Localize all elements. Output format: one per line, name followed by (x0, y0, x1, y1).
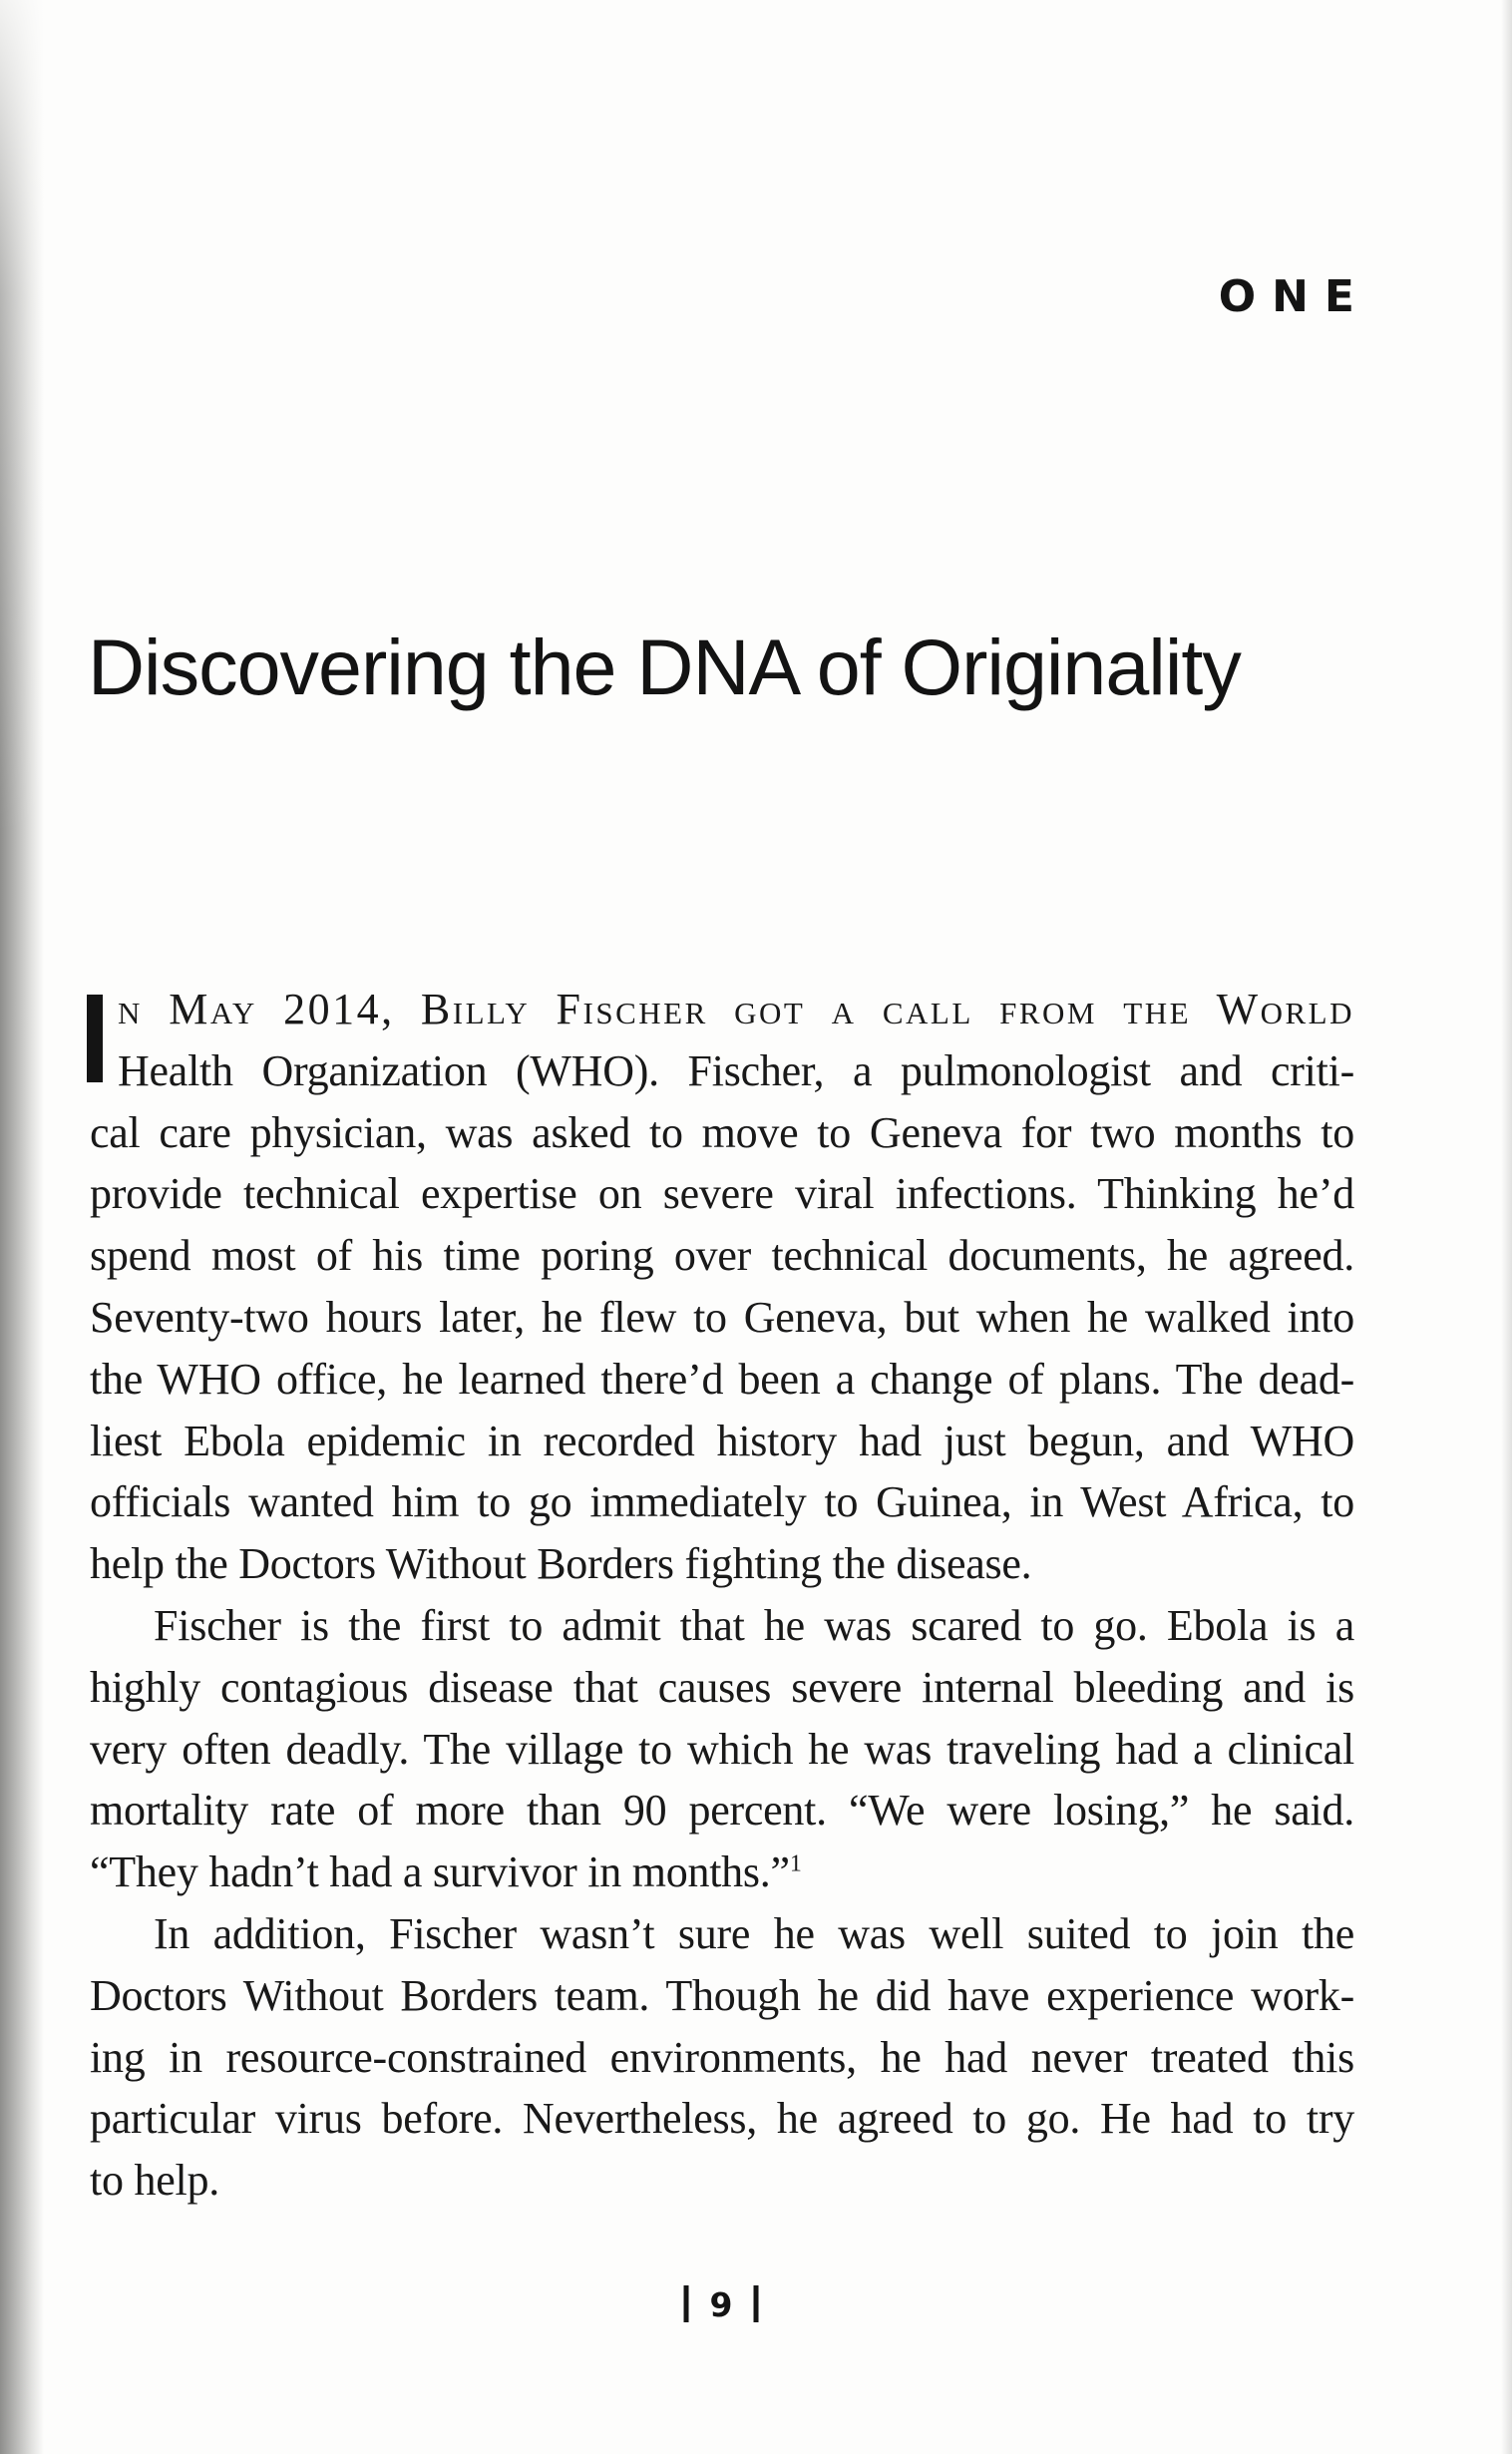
body-line: n May 2014, Billy Fischer got a call from the World (118, 985, 1354, 1033)
body-line: provide technical expertise on severe viral infections. Thinking he’d (90, 1169, 1354, 1219)
body-line: particular virus before. Nevertheless, he agreed to go. He had to try (90, 2094, 1354, 2144)
dropcap-letter-i (87, 995, 103, 1082)
body-line: spend most of his time poring over technical documents, he agreed. (90, 1231, 1354, 1281)
body-line: help the Doctors Without Borders fighting the disease. (90, 1539, 1032, 1589)
body-line: very often deadly. The village to which he was traveling had a clinical (90, 1724, 1354, 1774)
body-line: mortality rate of more than 90 percent. “We were losing,” he said. (90, 1786, 1354, 1836)
body-line-text: “They hadn’t had a survivor in months.” (90, 1847, 790, 1897)
body-line: In addition, Fischer wasn’t sure he was well suited to join the (154, 1908, 1354, 1958)
footnote-marker: 1 (789, 1850, 802, 1877)
body-line: officials wanted him to go immediately to Guinea, in West Africa, to (90, 1477, 1354, 1527)
body-text (90, 979, 1354, 2212)
chapter-number: ONE (1218, 271, 1370, 322)
body-line (90, 1841, 1354, 1903)
body-line: highly contagious disease that causes severe internal bleeding and is (90, 1662, 1354, 1712)
page-left-edge-shadow (0, 0, 44, 2454)
folio-bar-left (684, 2285, 689, 2322)
body-line: cal care physician, was asked to move to Geneva for two months to (90, 1107, 1354, 1157)
folio-number: 9 (709, 2285, 733, 2324)
chapter-title: Discovering the DNA of Originality (88, 622, 1241, 711)
body-line: Health Organization (WHO). Fischer, a pulmonologist and criti- (118, 1045, 1354, 1095)
body-line: liest Ebola epidemic in recorded history had just begun, and WHO (90, 1416, 1354, 1465)
body-line: the WHO office, he learned there’d been a change of plans. The dead- (90, 1354, 1354, 1404)
page-right-edge-shadow (1501, 0, 1512, 2454)
body-line: Fischer is the first to admit that he was scared to go. Ebola is a (154, 1600, 1354, 1650)
body-line: ing in resource-constrained environments, he had never treated this (90, 2032, 1354, 2082)
body-line: to help. (90, 2156, 219, 2206)
body-line: Doctors Without Borders team. Though he did have experience work- (90, 1970, 1354, 2020)
folio-bar-right (753, 2285, 758, 2322)
body-line: Seventy-two hours later, he flew to Geneva, but when he walked into (90, 1292, 1354, 1342)
page-number (684, 2285, 759, 2322)
